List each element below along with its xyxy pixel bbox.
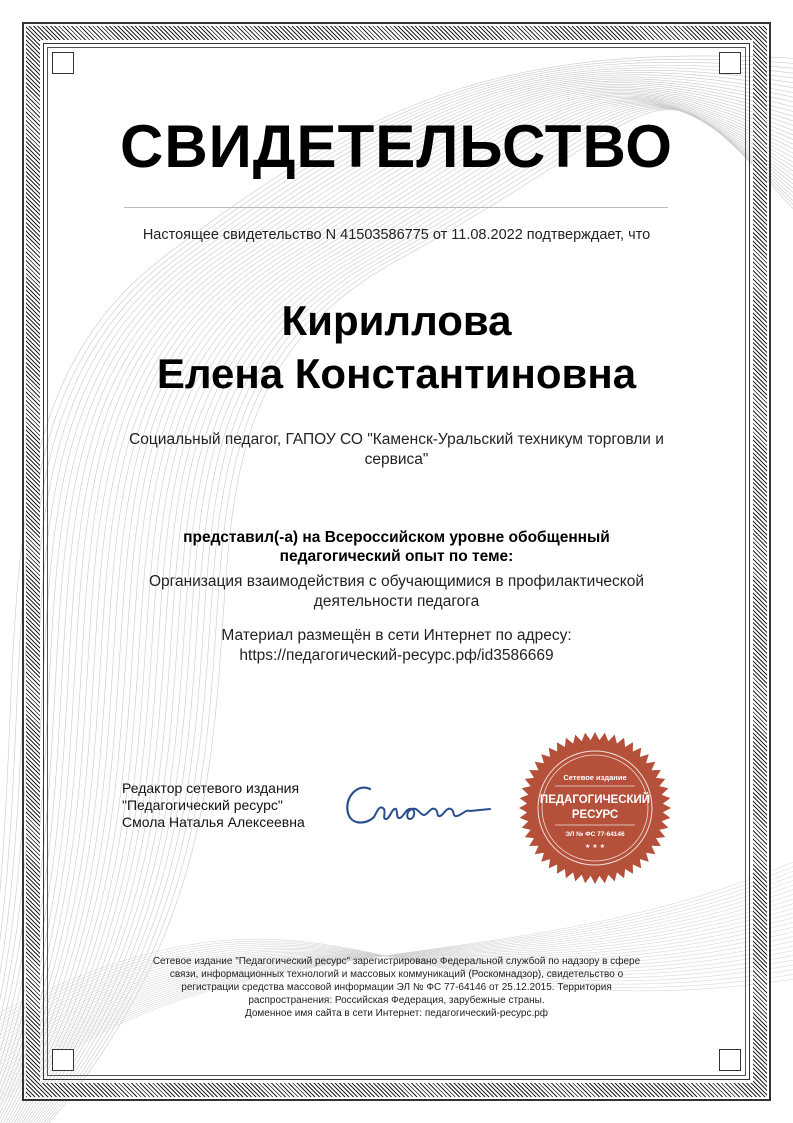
seal-top-text: Сетевое издание bbox=[563, 773, 627, 782]
editor-line-2: "Педагогический ресурс" bbox=[122, 797, 283, 813]
editor-line-3: Смола Наталья Алексеевна bbox=[122, 814, 305, 830]
material-url: https://педагогический-ресурс.рф/id3586669 bbox=[239, 647, 554, 664]
footer-line-1: Сетевое издание "Педагогический ресурс" зарегистрировано Федеральной службой по надзору в сфере bbox=[152, 956, 641, 967]
corner-ornament-bottom-right bbox=[719, 1049, 741, 1071]
seal-body bbox=[533, 746, 657, 870]
seal-stars: ★ ★ ★ bbox=[585, 843, 605, 850]
editor-block bbox=[122, 780, 352, 831]
corner-ornament-bottom-left bbox=[52, 1049, 74, 1071]
seal-reg-text: ЭЛ № ФС 77-64146 bbox=[565, 831, 625, 838]
material-location bbox=[120, 626, 673, 666]
material-label: Материал размещён в сети Интернет по адресу: bbox=[221, 627, 572, 644]
presented-line-2: педагогический опыт по теме: bbox=[279, 548, 514, 565]
corner-ornament-top-left bbox=[52, 52, 74, 74]
recipient-surname: Кириллова bbox=[281, 297, 512, 344]
presented-line-1: представил(-а) на Всероссийском уровне обобщенный bbox=[183, 529, 610, 546]
recipient-name bbox=[0, 294, 793, 400]
seal-name-line-1: ПЕДАГОГИЧЕСКИЙ bbox=[539, 794, 651, 806]
signature-icon bbox=[340, 775, 500, 835]
footer-line-4: распространения: Российская Федерация, зарубежные страны. bbox=[248, 995, 545, 1006]
certificate-title: СВИДЕТЕЛЬСТВО bbox=[120, 113, 673, 180]
footer-line-3: регистрации средства массовой информации ЭЛ № ФС 77-64146 от 25.12.2015. Территория bbox=[181, 982, 612, 993]
certificate-statement: Настоящее свидетельство N 41503586775 от 11.08.2022 подтверждает, что bbox=[142, 227, 651, 243]
registration-footer bbox=[120, 955, 673, 1020]
footer-line-5: Доменное имя сайта в сети Интернет: педагогический-ресурс.рф bbox=[244, 1008, 549, 1019]
recipient-position: Социальный педагог, ГАПОУ СО "Каменск-Уральский техникум торговли и сервиса" bbox=[129, 431, 664, 468]
seal-name-line-2: РЕСУРС bbox=[571, 809, 619, 821]
editor-line-1: Редактор сетевого издания bbox=[122, 780, 300, 796]
presented-statement bbox=[150, 528, 643, 566]
recipient-given-names: Елена Константиновна bbox=[156, 350, 637, 397]
footer-line-2: связи, информационных технологий и массовых коммуникаций (Роскомнадзор), свидетельство о bbox=[169, 969, 624, 980]
title-divider bbox=[124, 207, 668, 208]
corner-ornament-top-right bbox=[719, 52, 741, 74]
experience-topic: Организация взаимодействия с обучающимися в профилактической деятельности педагога bbox=[148, 573, 645, 610]
publisher-seal bbox=[517, 730, 673, 886]
